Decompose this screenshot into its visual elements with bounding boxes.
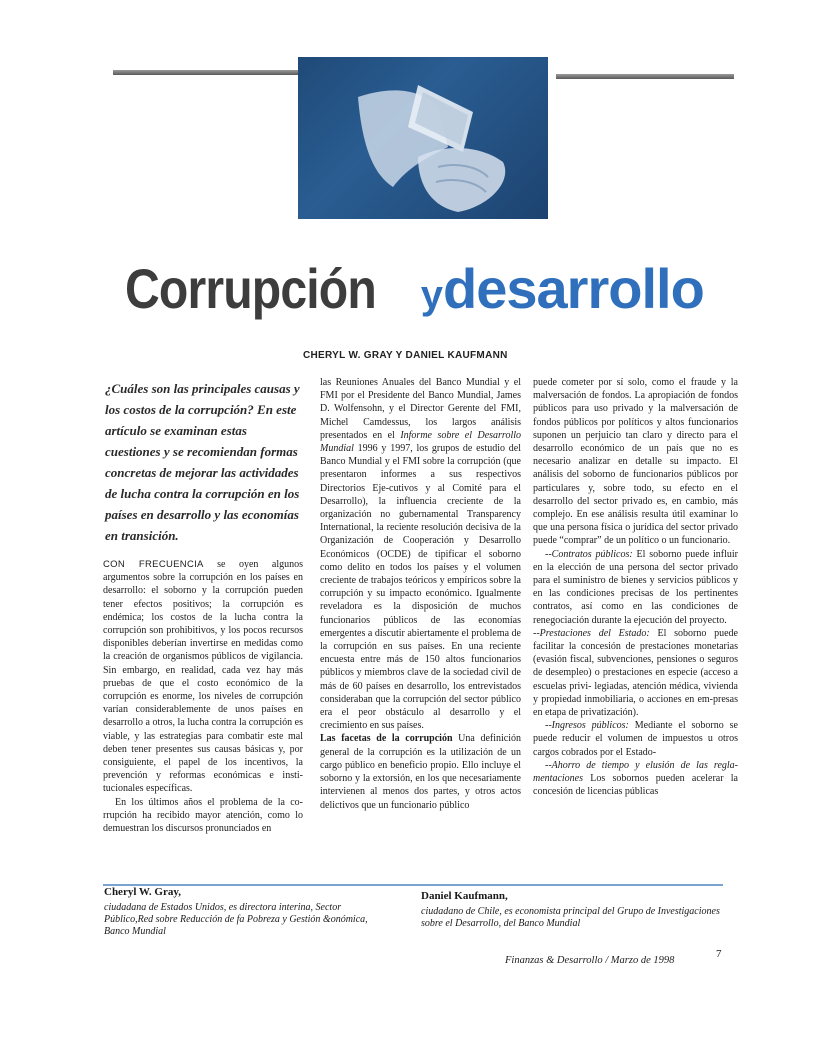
abstract: ¿Cuáles son las principales causas y los costos de la corrupción? En este artículo se examinan estas cuestiones y se recomiendan formas concretas de mejorar las actividades de lucha contra la corrupción en los países en desarrollo y las economías en transición.	[105, 381, 300, 543]
author-name: Daniel Kaufmann,	[421, 890, 508, 902]
paragraph: CON FRECUENCIA se oyen algunos argumentos sobre la corrupción en los países en desarrollo: el soborno y la corrupción pueden tener efectos positivos; la corrupción es endémica; los costos de la lucha contra la corrupción son prohibitivos, y los pocos recursos disponibles deberían invertirse en medidas como la creación de organismos públicos de vigilancia. Sin embargo, en realidad, cada vez hay más pruebas de que el costo económico de la corrupción es enorme, los niveles de corrupción varían considerablemente de unos países en desarrollo a otros, la lucha contra la corrupción es viable, y las estrategias para combatir este mal deben tener presentes sus causas básicas y, por consiguiente, el papel de los incentivos, la prevención y reformas económicas e insti-tucionales específicas.	[103, 559, 303, 795]
author-bio-gray	[104, 886, 384, 938]
title-main: Corrupción	[125, 257, 376, 320]
paragraph: las Reuniones Anuales del Banco Mundial y el FMI por el Presidente del Banco Mundial, James D. Wolfensohn, y el Director Gerente del FMI, Michel Camdessus, los largos análisis presentados en el Informe sobre el Desarrollo Mundial 1996 y 1997, los grupos de estudio del Banco Mundial y el FMI sobre la corrupción (que presentaron informes a sus respectivos Directorios Eje-cutivos y al Comité para el Desarrollo), la influencia creciente de la organización no gubernamental Transparency International, la reciente resolución decisiva de la Organización de Cooperación y Desarrollo Económicos (OCDE) de tipificar el soborno como delito en todos los países y el volumen creciente de trabajos teóricos y empíricos sobre la corrupción y su impacto económico. Igualmente reveladora es la disposición de muchos funcionarios públicos de las economías emergentes a discutir abiertamente el problema de la corrupción en sus países. En una reciente encuesta entre más de 150 altos funcionarios públicos y miembros clave de la sociedad civil de más de 60 países en desarrollo, los entrevistados consideraban que la corrupción del sector público era el peor obstáculo al desarrollo y el crecimiento en sus países.	[320, 377, 521, 732]
journal-footer: Finanzas & Desarrollo / Marzo de 1998	[505, 955, 675, 966]
section-heading: Las facetas de la corrupción	[320, 733, 453, 745]
column-2	[320, 376, 521, 812]
byline: CHERYL W. GRAY Y DANIEL KAUFMANN	[303, 350, 508, 361]
item-heading: --Contratos públicos:	[545, 548, 633, 560]
item-heading: --Prestaciones del Estado:	[533, 627, 650, 639]
lead-in: CON FRECUENCIA	[103, 559, 204, 570]
bribe-photo	[298, 57, 548, 219]
item-heading: --Ingresos públicos:	[545, 720, 629, 732]
item-heading: --Ahorro de tiempo y elusión de las regla-mentaciones	[533, 759, 738, 785]
header-rule-right	[556, 74, 734, 79]
header-rule-left	[113, 70, 298, 75]
paragraph: --Contratos públicos: El soborno puede influir en la elección de una persona del sector privado para el suministro de bienes y servicios públicos y en las condiciones precisas de los pertinentes contratos, así como en las condiciones de renegociación durante la ejecución del proyecto.	[533, 548, 738, 626]
author-name: Cheryl W. Gray,	[104, 886, 182, 898]
column-1	[103, 558, 303, 835]
paragraph: --Prestaciones del Estado: El soborno puede facilitar la concesión de prestaciones monetarias (evasión fiscal, subvenciones, pensiones o seguros de desempleo) o prestaciones en especie (acceso a escuelas privi- legiadas, atención médica, vivienda y propiedad inmobiliaria, o acciones en em-presas en etapa de privatización).	[533, 627, 738, 719]
paragraph: --Ahorro de tiempo y elusión de las regla-mentaciones Los sobornos pueden acelerar la concesión de licencias públicas	[533, 759, 738, 798]
paragraph: En los últimos años el problema de la co-rrupción ha recibido mayor atención, como lo demuestran los discursos pronunciados en	[103, 796, 303, 835]
paragraph: --Ingresos públicos: Mediante el soborno se puede reducir el volumen de impuestos u otros cargos cobrados por el Estado-	[533, 720, 738, 758]
title-end: desarrollo	[443, 257, 704, 320]
report-title: Informe sobre el Desarrollo Mundial	[320, 429, 521, 455]
author-description: ciudadano de Chile, es economista principal del Grupo de Investigaciones sobre el Desarrollo, del Banco Mundial	[421, 906, 720, 929]
hands-money-illustration	[298, 57, 548, 219]
column-3	[533, 376, 738, 799]
page-number: 7	[716, 948, 722, 960]
author-bio-kaufmann	[421, 890, 721, 930]
paragraph: Las facetas de la corrupción Una definición general de la corrupción es la utilización de un cargo público en beneficio propio. Ello incluye el soborno y la extorsión, en los que necesariamente intervienen al menos dos partes, y otros actos delictivos que un funcionario público	[320, 733, 521, 811]
article-title	[125, 256, 725, 336]
author-description: ciudadana de Estados Unidos, es directora interina, Sector Público,Red sobre Reducción de fa Pobreza y Gestión &onómica, Banco Mundial	[104, 902, 368, 937]
title-connector: y	[420, 273, 444, 317]
paragraph: puede cometer por sí solo, como el fraude y la malversación de fondos. La apropiación de fondos públicos para uso privado y la malversación de fondos públicos por políticos y altos funcionarios suponen un perjuicio tan claro y directo para el desarrollo económico de un país que no es necesario analizar en detalle su impacto. El análisis del soborno de funcionarios públicos por particulares y, sobre todo, su efecto en el desarrollo del sector privado es, en cambio, más complejo. En ese análisis resulta útil examinar lo que una persona física o jurídica del sector privado puede “comprar” de un político o un funcionario.	[533, 377, 738, 547]
